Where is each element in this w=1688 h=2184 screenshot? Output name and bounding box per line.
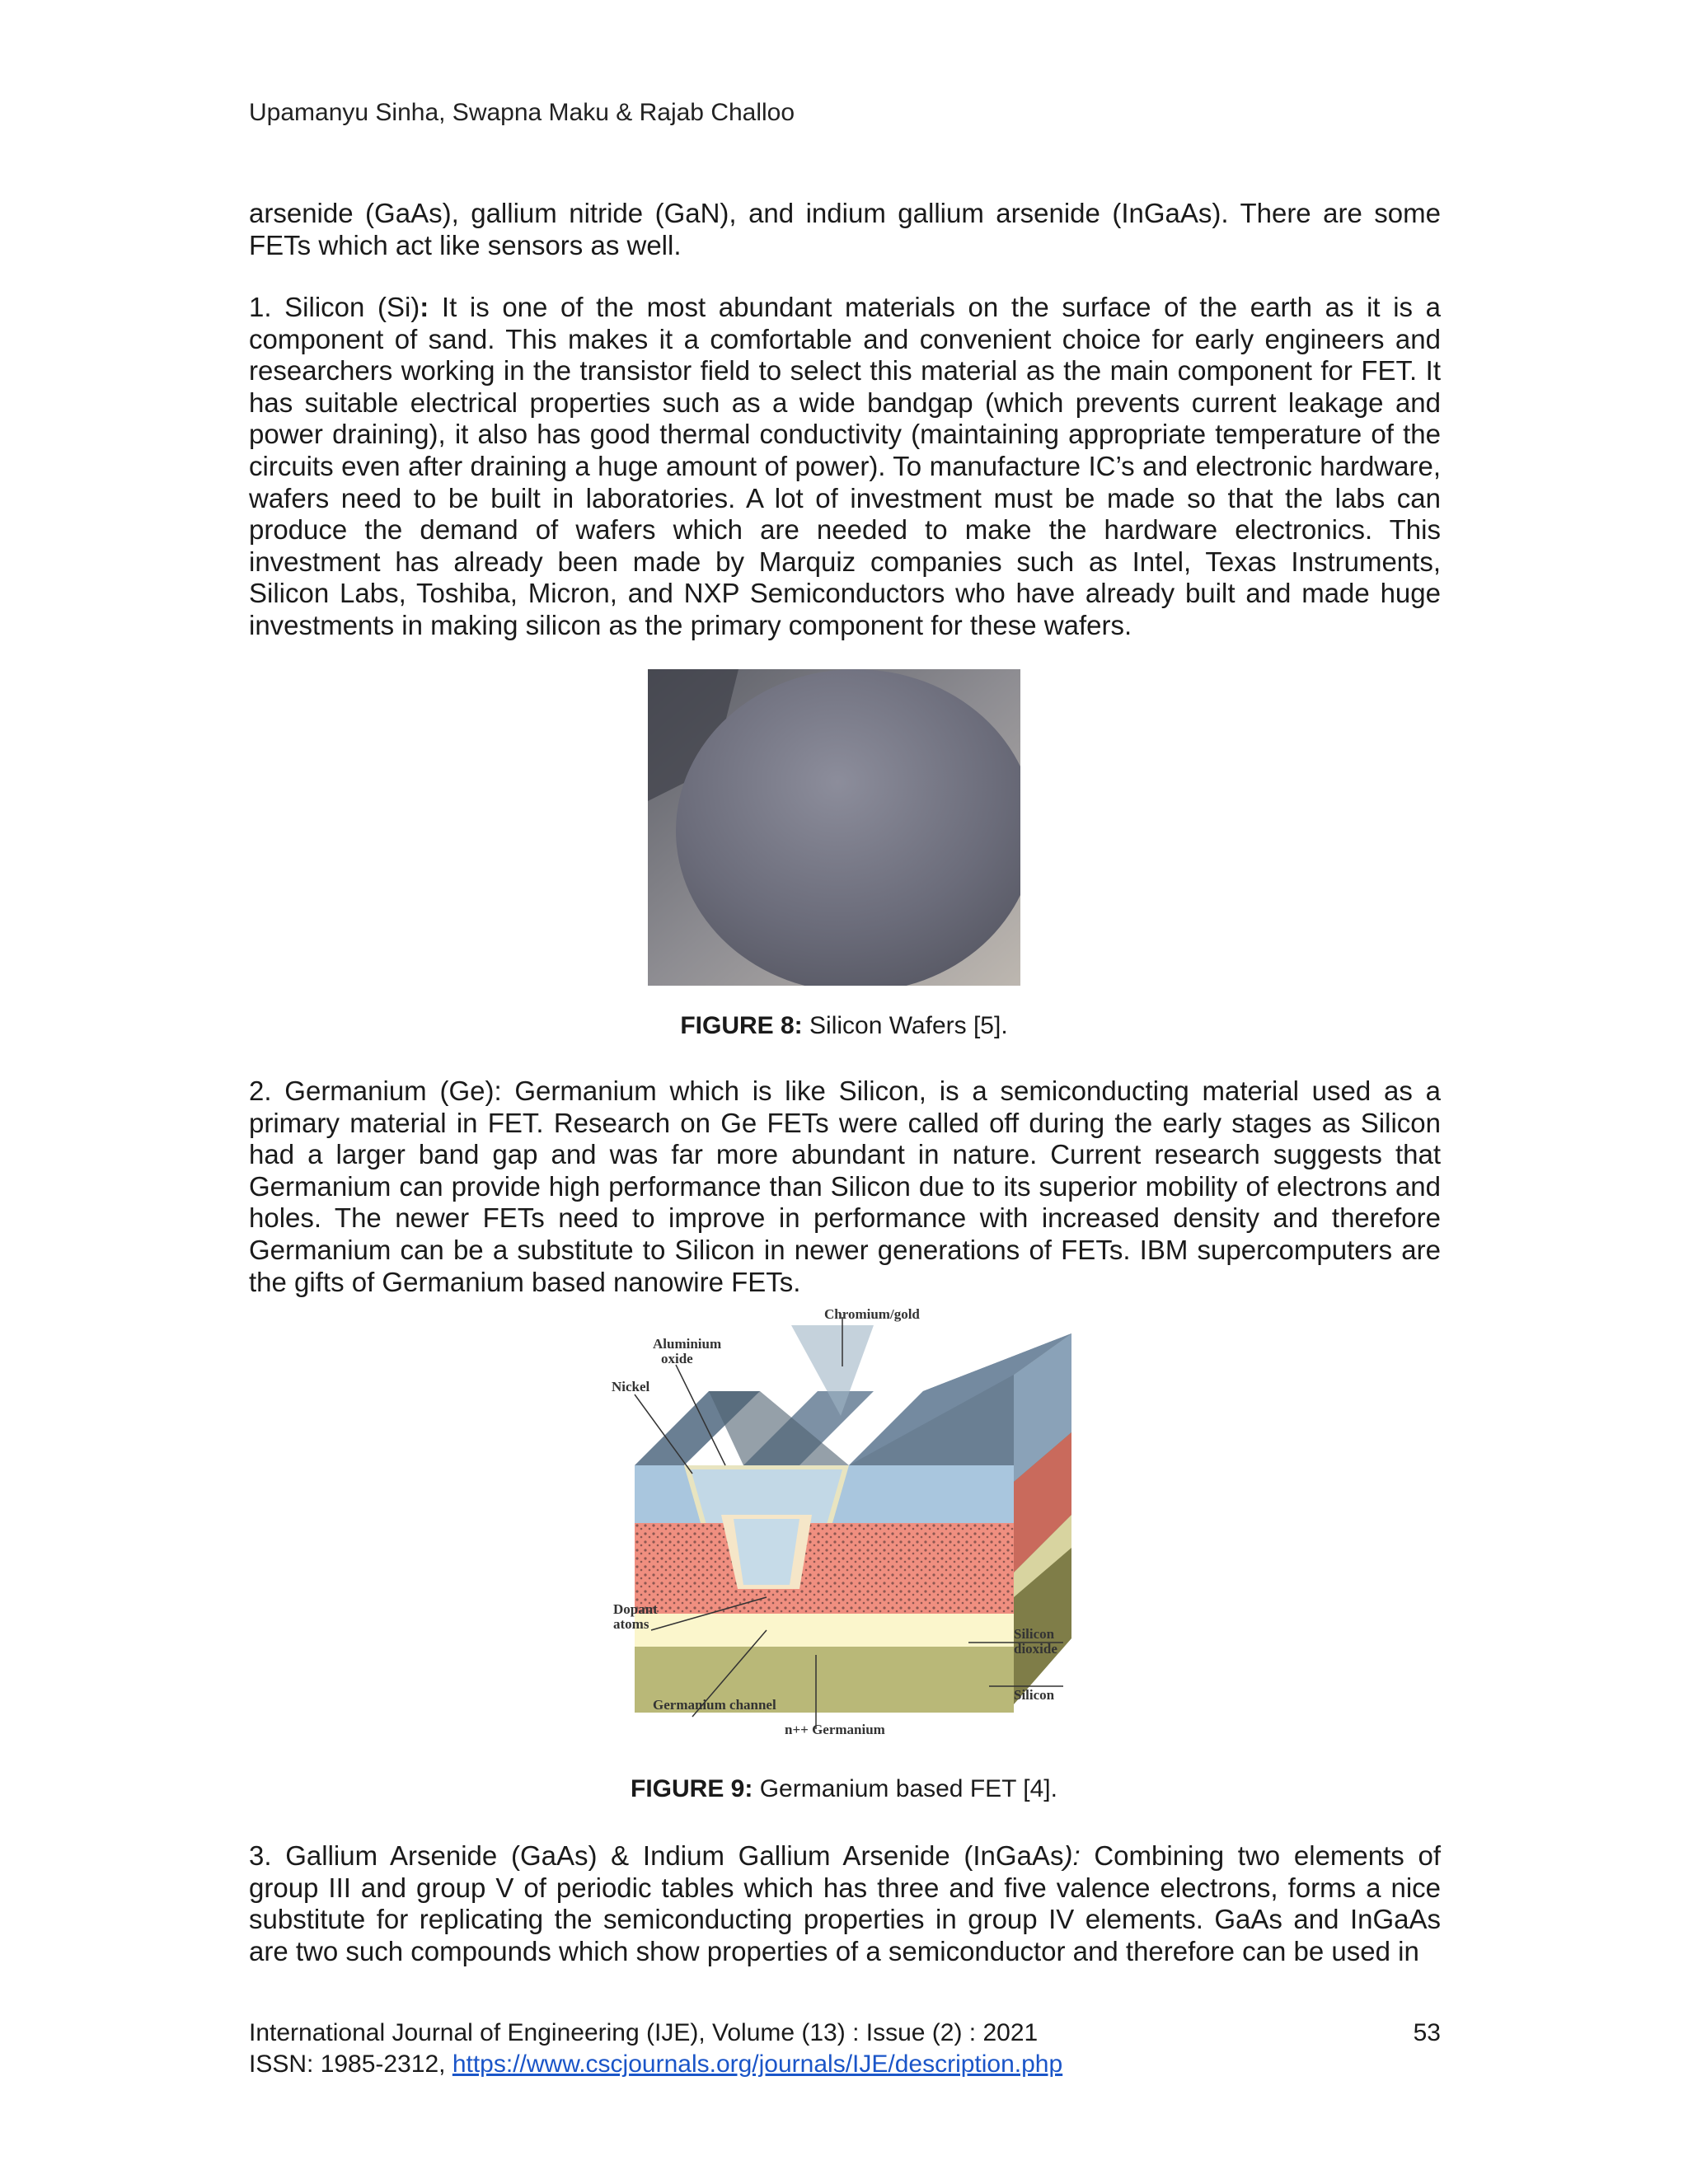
label-oxide: oxide [661,1351,693,1366]
gaas-paragraph [249,1840,1441,1967]
germanium-paragraph: 2. Germanium (Ge): Germanium which is like Silicon, is a semiconducting material used as a primary material in FET. Research on Ge FETs were called off during the early stages as Silicon had a larger band gap and was far more abundant in nature. Current research suggests that Germanium can provide high performance than Silicon due to its superior mobility of electrons and holes. The newer FETs need to improve in performance with increased density and therefore Germanium can be a substitute to Silicon in newer generations of FETs. IBM supercomputers are the gifts of Germanium based nanowire FETs. [249,1076,1441,1297]
label-silicon-dioxide-2: dioxide [1014,1641,1057,1657]
silicon-body: It is one of the most abundant materials on the surface of the earth as it is a component of sand. This makes it a comfortable and convenient choice for early engineers and researchers working in the transistor field to select this material as the main component for FET. It has suitable electrical properties such as a wide bandgap (which prevents current leakage and power draining), it also has good thermal conductivity (maintaining appropriate temperature of the circuits even after draining a huge amount of power). To manufacture IC’s and electronic hardware, wafers need to be built in laboratories. A lot of investment must be made so that the labs can produce the demand of wafers which are needed to make the hardware electronics. This investment has already been made by Marquiz companies such as Intel, Texas Instruments, Silicon Labs, Toshiba, Micron, and NXP Semiconductors who have already built and made huge investments in making silicon as the primary component for these wafers. [249,292,1442,640]
page-number: 53 [1413,2019,1441,2046]
gaas-italic: ): [1063,1840,1095,1871]
intro-paragraph: arsenide (GaAs), gallium nitride (GaN), and indium gallium arsenide (InGaAs). There are some FETs which act like sensors as well. [249,198,1441,260]
running-header: Upamanyu Sinha, Swapna Maku & Rajab Challoo [249,99,795,126]
journal-link[interactable]: https://www.cscjournals.org/journals/IJE/description.php [452,2050,1063,2078]
germanium-fet-diagram [602,1301,1081,1746]
silicon-heading: 1. Silicon (Si) [249,292,420,322]
page-footer [249,2018,1441,2080]
silicon-paragraph [249,292,1441,642]
figure8-text: Silicon Wafers [5]. [802,1012,1008,1039]
label-nickel: Nickel [612,1379,650,1394]
footer-issn: ISSN: 1985-2312, [249,2050,452,2078]
footer-issn-line [249,2049,1441,2080]
silicon-wafer-image [648,669,1020,986]
figure8-caption [0,1012,1688,1040]
label-atoms: atoms [613,1616,649,1632]
silicon-colon: : [420,292,429,322]
label-aluminium: Aluminium [653,1336,722,1352]
footer-journal: International Journal of Engineering (IJE), Volume (13) : Issue (2) : 2021 [249,2019,1039,2046]
figure9-text: Germanium based FET [4]. [753,1775,1057,1802]
figure9-label: FIGURE 9: [631,1775,753,1802]
label-silicon-dioxide-1: Silicon [1014,1626,1055,1642]
figure9-caption [0,1775,1688,1803]
gaas-body: Combining two elements of group III and group V of periodic tables which has three and five valence electrons, forms a nice substitute for replicating the semiconducting properties in group IV elements. GaAs and InGaAs are two such compounds which show properties of a semiconductor and therefore can be used in [249,1840,1442,1966]
label-germanium-channel: Germanium channel [653,1697,776,1713]
label-chromium-gold: Chromium/gold [824,1306,920,1322]
gaas-heading: 3. Gallium Arsenide (GaAs) & Indium Gallium Arsenide (InGaAs [249,1840,1064,1871]
label-npp-germanium: n++ Germanium [785,1722,885,1737]
label-silicon: Silicon [1014,1687,1055,1703]
figure8-label: FIGURE 8: [680,1012,803,1039]
label-dopant: Dopant [613,1601,658,1617]
